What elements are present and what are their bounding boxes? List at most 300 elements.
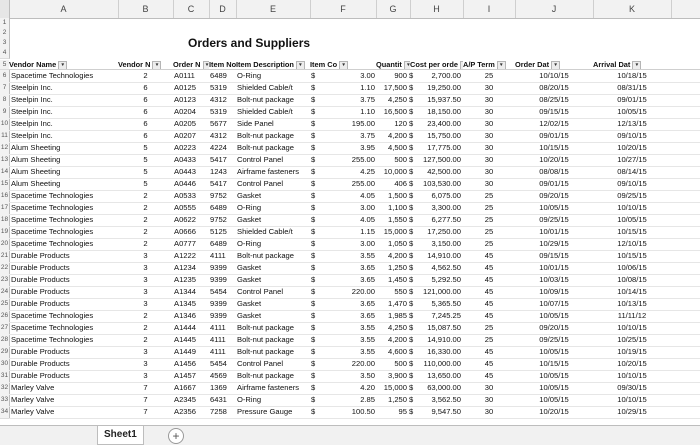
table-cell[interactable]: A0446 — [174, 179, 196, 188]
table-cell[interactable]: 10/05/15 — [539, 311, 569, 320]
table-cell[interactable]: 4312 — [210, 131, 227, 140]
row-header[interactable]: 30 — [0, 358, 10, 371]
table-cell[interactable]: $ — [311, 371, 316, 380]
table-cell[interactable]: A0205 — [174, 119, 196, 128]
table-cell[interactable]: $ — [409, 119, 414, 128]
table-cell[interactable]: 3.55 — [360, 335, 375, 344]
table-cell[interactable]: 5 — [143, 143, 148, 152]
table-cell[interactable]: Alum Sheeting — [11, 143, 61, 152]
table-cell[interactable]: 09/01/15 — [539, 179, 569, 188]
table-cell[interactable]: 7 — [143, 383, 148, 392]
table-cell[interactable]: Marley Valve — [11, 407, 55, 416]
table-cell[interactable]: Shielded Cable/t — [237, 107, 293, 116]
table-cell[interactable]: 10/20/15 — [539, 155, 569, 164]
table-cell[interactable]: Spacetime Technologies — [11, 203, 94, 212]
table-cell[interactable]: 4111 — [210, 347, 226, 356]
table-cell[interactable]: $ — [409, 71, 414, 80]
table-cell[interactable]: 10/20/15 — [539, 407, 569, 416]
table-cell[interactable]: 10/10/15 — [617, 371, 647, 380]
row-header[interactable]: 29 — [0, 346, 10, 359]
table-cell[interactable]: 1.10 — [360, 83, 375, 92]
row-header[interactable]: 2 — [0, 28, 10, 39]
table-cell[interactable]: Spacetime Technologies — [11, 323, 94, 332]
column-header-h[interactable]: H — [410, 0, 464, 18]
table-cell[interactable]: Spacetime Technologies — [11, 191, 94, 200]
table-cell[interactable]: 500 — [394, 155, 407, 164]
table-cell[interactable]: Bolt-nut package — [237, 251, 294, 260]
row-header[interactable]: 10 — [0, 118, 10, 131]
table-cell[interactable]: 10/05/15 — [539, 383, 569, 392]
table-cell[interactable]: A2356 — [174, 407, 196, 416]
table-cell[interactable]: $ — [409, 311, 414, 320]
table-cell[interactable]: 550 — [394, 287, 407, 296]
table-cell[interactable]: $ — [311, 191, 316, 200]
table-cell[interactable]: 30 — [484, 95, 494, 104]
table-cell[interactable]: 6,277.50 — [431, 215, 461, 224]
column-header-i[interactable]: I — [463, 0, 516, 18]
table-cell[interactable]: 10/15/15 — [539, 143, 569, 152]
table-cell[interactable]: 15,000 — [383, 227, 407, 236]
table-cell[interactable]: A0207 — [174, 131, 196, 140]
table-cell[interactable]: 4111 — [210, 323, 226, 332]
table-cell[interactable]: 3 — [143, 299, 148, 308]
filter-dropdown-icon[interactable]: ▾ — [152, 61, 161, 69]
table-cell[interactable]: 30 — [484, 395, 494, 404]
table-cell[interactable]: Alum Sheeting — [11, 179, 61, 188]
table-cell[interactable]: 09/15/15 — [539, 251, 569, 260]
table-cell[interactable]: 5417 — [210, 155, 227, 164]
table-cell[interactable]: 5125 — [210, 227, 227, 236]
table-cell[interactable]: 6 — [143, 119, 148, 128]
row-header[interactable]: 9 — [0, 106, 10, 119]
table-cell[interactable]: 10/01/15 — [539, 263, 569, 272]
table-cell[interactable]: 18,150.00 — [427, 107, 461, 116]
table-cell[interactable]: 3 — [143, 275, 148, 284]
table-cell[interactable]: Control Panel — [237, 155, 284, 164]
table-cell[interactable]: 3 — [143, 347, 148, 356]
table-cell[interactable]: $ — [409, 323, 414, 332]
table-cell[interactable]: 2 — [143, 323, 148, 332]
table-cell[interactable]: $ — [311, 215, 316, 224]
table-cell[interactable]: 10/01/15 — [539, 227, 569, 236]
table-cell[interactable]: 10/10/15 — [617, 395, 647, 404]
table-cell[interactable]: 5454 — [210, 359, 227, 368]
table-cell[interactable]: Airframe fasteners — [237, 167, 300, 176]
table-cell[interactable]: Shielded Cable/t — [237, 227, 293, 236]
table-cell[interactable]: 1369 — [210, 383, 227, 392]
table-cell[interactable]: Pressure Gauge — [237, 407, 293, 416]
table-cell[interactable]: 4.20 — [360, 383, 375, 392]
table-cell[interactable]: 10/14/15 — [617, 287, 647, 296]
table-cell[interactable]: $ — [311, 359, 316, 368]
table-cell[interactable]: Durable Products — [11, 371, 70, 380]
table-cell[interactable]: 10/05/15 — [539, 203, 569, 212]
table-cell[interactable]: $ — [311, 179, 316, 188]
header-cell[interactable] — [515, 60, 593, 69]
header-cell[interactable] — [310, 60, 376, 69]
table-cell[interactable]: A1222 — [174, 251, 196, 260]
table-cell[interactable]: 30 — [484, 179, 494, 188]
table-cell[interactable]: 4.05 — [360, 191, 375, 200]
table-cell[interactable]: 5,365.50 — [431, 299, 461, 308]
table-cell[interactable]: 406 — [394, 179, 407, 188]
table-cell[interactable]: 1,450 — [387, 275, 407, 284]
table-cell[interactable]: 10/13/15 — [617, 299, 647, 308]
table-cell[interactable]: A0777 — [174, 239, 196, 248]
table-cell[interactable]: $ — [311, 71, 316, 80]
filter-dropdown-icon[interactable]: ▾ — [339, 61, 348, 69]
table-cell[interactable]: 10/08/15 — [617, 275, 647, 284]
table-cell[interactable]: 6 — [143, 131, 148, 140]
table-cell[interactable]: 100.50 — [351, 407, 375, 416]
table-cell[interactable]: 3.00 — [360, 71, 375, 80]
column-header-j[interactable]: J — [515, 0, 594, 18]
row-header[interactable]: 6 — [0, 70, 10, 83]
table-cell[interactable]: 4,200 — [387, 335, 407, 344]
table-cell[interactable]: 9399 — [210, 311, 227, 320]
table-cell[interactable]: 10/20/15 — [617, 359, 647, 368]
table-cell[interactable]: 110,000.00 — [423, 359, 461, 368]
table-cell[interactable]: $ — [409, 347, 414, 356]
table-cell[interactable]: Control Panel — [237, 287, 284, 296]
table-cell[interactable]: 9399 — [210, 299, 227, 308]
table-cell[interactable]: 10/05/15 — [617, 215, 647, 224]
table-cell[interactable]: 42,500.00 — [427, 167, 461, 176]
table-cell[interactable]: A0533 — [174, 191, 196, 200]
filter-dropdown-icon[interactable]: ▾ — [203, 61, 209, 69]
table-cell[interactable]: 30 — [484, 383, 494, 392]
table-cell[interactable]: 2 — [143, 239, 148, 248]
table-cell[interactable]: 08/08/15 — [539, 167, 569, 176]
table-cell[interactable]: 5677 — [210, 119, 227, 128]
row-header[interactable]: 31 — [0, 370, 10, 383]
add-sheet-button[interactable]: + — [168, 428, 184, 444]
table-cell[interactable]: 10/15/15 — [539, 359, 569, 368]
table-cell[interactable]: $ — [311, 83, 316, 92]
row-header[interactable]: 18 — [0, 214, 10, 227]
table-cell[interactable]: $ — [409, 167, 414, 176]
table-cell[interactable]: 3 — [143, 359, 148, 368]
table-cell[interactable]: A0622 — [174, 215, 196, 224]
table-cell[interactable]: $ — [409, 299, 414, 308]
table-cell[interactable]: $ — [311, 299, 316, 308]
table-cell[interactable]: 1,985 — [387, 311, 407, 320]
column-header-d[interactable]: D — [209, 0, 237, 18]
table-cell[interactable]: 4111 — [210, 335, 226, 344]
table-cell[interactable]: $ — [311, 155, 316, 164]
table-cell[interactable]: A0666 — [174, 227, 196, 236]
table-cell[interactable]: Alum Sheeting — [11, 167, 61, 176]
table-cell[interactable]: 195.00 — [351, 119, 375, 128]
table-cell[interactable]: 10/10/15 — [617, 203, 647, 212]
filter-dropdown-icon[interactable]: ▾ — [632, 61, 641, 69]
table-cell[interactable]: Airframe fasteners — [237, 383, 300, 392]
table-cell[interactable]: 9752 — [210, 191, 227, 200]
table-cell[interactable]: 25 — [484, 215, 494, 224]
table-cell[interactable]: A1345 — [174, 299, 196, 308]
table-cell[interactable]: 1,470 — [387, 299, 407, 308]
table-cell[interactable]: Bolt-nut package — [237, 143, 294, 152]
column-header-f[interactable]: F — [310, 0, 377, 18]
table-cell[interactable]: 08/31/15 — [617, 83, 647, 92]
table-cell[interactable]: 3,300.00 — [431, 203, 461, 212]
row-header[interactable]: 7 — [0, 82, 10, 95]
row-header[interactable]: 24 — [0, 286, 10, 299]
table-cell[interactable]: Side Panel — [237, 119, 274, 128]
table-cell[interactable]: Gasket — [237, 263, 262, 272]
table-cell[interactable]: 08/25/15 — [539, 95, 569, 104]
row-header[interactable]: 20 — [0, 238, 10, 251]
row-header[interactable]: 13 — [0, 154, 10, 167]
table-cell[interactable]: 25 — [484, 203, 494, 212]
table-cell[interactable]: Durable Products — [11, 251, 70, 260]
table-cell[interactable]: A0123 — [174, 95, 196, 104]
table-cell[interactable]: 4,562.50 — [431, 263, 461, 272]
table-cell[interactable]: 900 — [394, 71, 407, 80]
table-cell[interactable]: 09/15/15 — [539, 107, 569, 116]
table-cell[interactable]: 1243 — [210, 167, 227, 176]
table-cell[interactable]: 4,200 — [387, 251, 407, 260]
table-cell[interactable]: Durable Products — [11, 359, 70, 368]
column-header-b[interactable]: B — [118, 0, 174, 18]
table-cell[interactable]: $ — [409, 203, 414, 212]
table-cell[interactable]: $ — [311, 251, 316, 260]
table-cell[interactable]: Gasket — [237, 311, 262, 320]
table-cell[interactable]: 10/06/15 — [617, 263, 647, 272]
table-cell[interactable]: Bolt-nut package — [237, 323, 294, 332]
table-cell[interactable]: 10/29/15 — [617, 407, 647, 416]
table-cell[interactable]: 25 — [484, 71, 494, 80]
table-cell[interactable]: 08/20/15 — [539, 83, 569, 92]
table-cell[interactable]: 500 — [394, 359, 407, 368]
table-cell[interactable]: 45 — [484, 299, 494, 308]
table-cell[interactable]: Spacetime Technologies — [11, 227, 94, 236]
table-cell[interactable]: $ — [409, 287, 414, 296]
table-cell[interactable]: 3.75 — [360, 131, 375, 140]
table-cell[interactable]: 09/30/15 — [617, 383, 647, 392]
table-cell[interactable]: 220.00 — [351, 359, 375, 368]
table-cell[interactable]: 10/05/15 — [617, 107, 647, 116]
table-cell[interactable]: 30 — [484, 167, 494, 176]
row-header[interactable]: 34 — [0, 406, 10, 419]
row-header[interactable]: 5 — [0, 60, 10, 70]
table-cell[interactable]: 4,200 — [387, 131, 407, 140]
table-cell[interactable]: 6 — [143, 107, 148, 116]
table-cell[interactable]: A0555 — [174, 203, 196, 212]
table-cell[interactable]: 103,530.00 — [422, 179, 461, 188]
table-cell[interactable]: A1445 — [174, 335, 196, 344]
header-cell[interactable] — [118, 60, 173, 69]
table-cell[interactable]: O-Ring — [237, 395, 262, 404]
column-header-e[interactable]: E — [236, 0, 311, 18]
table-cell[interactable]: 4,600 — [387, 347, 407, 356]
row-header[interactable]: 22 — [0, 262, 10, 275]
column-header-a[interactable]: A — [9, 0, 119, 18]
row-header[interactable]: 17 — [0, 202, 10, 215]
sheet-tab-sheet1[interactable]: Sheet1 — [97, 426, 144, 445]
table-cell[interactable]: A1234 — [174, 263, 196, 272]
filter-dropdown-icon[interactable]: ▾ — [296, 61, 305, 69]
row-header[interactable]: 3 — [0, 38, 10, 49]
table-cell[interactable]: 45 — [484, 287, 494, 296]
table-cell[interactable]: Marley Valve — [11, 395, 55, 404]
table-cell[interactable]: Bolt-nut package — [237, 335, 294, 344]
table-cell[interactable]: Gasket — [237, 191, 262, 200]
table-cell[interactable]: 4569 — [210, 371, 227, 380]
table-cell[interactable]: 7,245.25 — [431, 311, 461, 320]
table-cell[interactable]: 15,750.00 — [427, 131, 461, 140]
table-cell[interactable]: A1457 — [174, 371, 196, 380]
table-cell[interactable]: Durable Products — [11, 263, 70, 272]
row-header[interactable]: 14 — [0, 166, 10, 179]
table-cell[interactable]: 10/29/15 — [539, 239, 569, 248]
table-cell[interactable]: $ — [311, 287, 316, 296]
table-cell[interactable]: $ — [409, 383, 414, 392]
table-cell[interactable]: $ — [311, 107, 316, 116]
table-cell[interactable]: $ — [409, 251, 414, 260]
table-cell[interactable]: $ — [409, 107, 414, 116]
header-cell[interactable] — [376, 60, 410, 69]
table-cell[interactable]: 30 — [484, 119, 494, 128]
table-cell[interactable]: $ — [409, 407, 414, 416]
row-header[interactable]: 23 — [0, 274, 10, 287]
table-cell[interactable]: 45 — [484, 311, 494, 320]
table-cell[interactable]: 2 — [143, 71, 148, 80]
row-header[interactable]: 21 — [0, 250, 10, 263]
table-cell[interactable]: 1,250 — [387, 395, 407, 404]
table-cell[interactable]: Bolt-nut package — [237, 347, 294, 356]
table-cell[interactable]: 25 — [484, 239, 494, 248]
table-cell[interactable]: Steelpin Inc. — [11, 83, 53, 92]
table-cell[interactable]: 45 — [484, 371, 494, 380]
table-cell[interactable]: 12/02/15 — [539, 119, 569, 128]
table-cell[interactable]: 2 — [143, 227, 148, 236]
table-cell[interactable]: 9399 — [210, 263, 227, 272]
table-cell[interactable]: A1444 — [174, 323, 196, 332]
table-cell[interactable]: 2 — [143, 335, 148, 344]
table-cell[interactable]: 4,250 — [387, 323, 407, 332]
table-cell[interactable]: $ — [409, 371, 414, 380]
table-cell[interactable]: A0125 — [174, 83, 196, 92]
column-header-g[interactable]: G — [376, 0, 411, 18]
table-cell[interactable]: A0204 — [174, 107, 196, 116]
table-cell[interactable]: $ — [311, 323, 316, 332]
table-cell[interactable]: $ — [409, 179, 414, 188]
row-header[interactable]: 26 — [0, 310, 10, 323]
row-header[interactable]: 1 — [0, 18, 10, 29]
table-cell[interactable]: 10,000 — [383, 167, 407, 176]
table-cell[interactable]: 25 — [484, 335, 494, 344]
table-cell[interactable]: 10/10/15 — [617, 323, 647, 332]
table-cell[interactable]: A1456 — [174, 359, 196, 368]
table-cell[interactable]: 09/10/15 — [617, 179, 647, 188]
table-cell[interactable]: 4111 — [210, 251, 226, 260]
table-cell[interactable]: Steelpin Inc. — [11, 131, 53, 140]
table-cell[interactable]: 1,100 — [387, 203, 407, 212]
table-cell[interactable]: 09/25/15 — [539, 335, 569, 344]
table-cell[interactable]: O-Ring — [237, 203, 262, 212]
table-cell[interactable]: 5319 — [210, 107, 227, 116]
table-cell[interactable]: $ — [409, 215, 414, 224]
table-cell[interactable]: $ — [409, 395, 414, 404]
table-cell[interactable]: O-Ring — [237, 71, 262, 80]
table-cell[interactable]: 17,250.00 — [427, 227, 461, 236]
table-cell[interactable]: $ — [311, 335, 316, 344]
column-header-k[interactable]: K — [593, 0, 672, 18]
table-cell[interactable]: 6,075.00 — [431, 191, 461, 200]
filter-dropdown-icon[interactable]: ▾ — [404, 61, 410, 69]
table-cell[interactable]: 6489 — [210, 71, 227, 80]
table-cell[interactable]: 16,500 — [383, 107, 407, 116]
table-cell[interactable]: 4224 — [210, 143, 227, 152]
table-cell[interactable]: Gasket — [237, 299, 262, 308]
table-cell[interactable]: $ — [311, 395, 316, 404]
table-cell[interactable]: 10/25/15 — [617, 335, 647, 344]
table-cell[interactable]: 25 — [484, 323, 494, 332]
table-cell[interactable]: 3 — [143, 371, 148, 380]
table-cell[interactable]: 120 — [394, 119, 407, 128]
table-cell[interactable]: 45 — [484, 359, 494, 368]
row-header[interactable]: 11 — [0, 130, 10, 143]
table-cell[interactable]: 09/01/15 — [539, 131, 569, 140]
table-cell[interactable]: 30 — [484, 107, 494, 116]
table-cell[interactable]: 16,330.00 — [427, 347, 461, 356]
table-cell[interactable]: 9,547.50 — [431, 407, 461, 416]
table-cell[interactable]: 4,250 — [387, 95, 407, 104]
table-cell[interactable]: 30 — [484, 83, 494, 92]
table-cell[interactable]: A0111 — [174, 71, 195, 80]
table-cell[interactable]: $ — [311, 407, 316, 416]
table-cell[interactable]: 3.55 — [360, 251, 375, 260]
row-header[interactable]: 4 — [0, 48, 10, 59]
table-cell[interactable]: 09/25/15 — [617, 191, 647, 200]
table-cell[interactable]: 5,292.50 — [431, 275, 461, 284]
table-cell[interactable]: 10/10/15 — [539, 71, 569, 80]
table-cell[interactable]: 10/07/15 — [539, 299, 569, 308]
table-cell[interactable]: 15,000 — [383, 383, 407, 392]
table-cell[interactable]: 3,900 — [387, 371, 407, 380]
table-cell[interactable]: $ — [409, 239, 414, 248]
table-cell[interactable]: Durable Products — [11, 347, 70, 356]
table-cell[interactable]: 13,650.00 — [427, 371, 461, 380]
table-row[interactable] — [9, 406, 700, 419]
table-cell[interactable]: Durable Products — [11, 287, 70, 296]
table-cell[interactable]: Spacetime Technologies — [11, 71, 94, 80]
table-cell[interactable]: 15,937.50 — [427, 95, 461, 104]
table-cell[interactable]: 2 — [143, 203, 148, 212]
table-cell[interactable]: 2.85 — [360, 395, 375, 404]
table-cell[interactable]: $ — [409, 335, 414, 344]
table-cell[interactable]: 7 — [143, 407, 148, 416]
filter-dropdown-icon[interactable]: ▾ — [497, 61, 506, 69]
table-cell[interactable]: A2345 — [174, 395, 196, 404]
table-cell[interactable]: 3.75 — [360, 95, 375, 104]
table-cell[interactable]: 1,050 — [387, 239, 407, 248]
table-cell[interactable]: $ — [311, 167, 316, 176]
table-cell[interactable]: $ — [409, 155, 414, 164]
table-cell[interactable]: 6489 — [210, 203, 227, 212]
table-cell[interactable]: 1.15 — [360, 227, 375, 236]
table-cell[interactable]: $ — [311, 143, 316, 152]
table-cell[interactable]: 1,550 — [387, 215, 407, 224]
table-cell[interactable]: 10/09/15 — [539, 287, 569, 296]
table-cell[interactable]: 09/20/15 — [539, 323, 569, 332]
table-cell[interactable]: 23,400.00 — [427, 119, 461, 128]
table-cell[interactable]: 7 — [143, 395, 148, 404]
table-cell[interactable]: 3.00 — [360, 239, 375, 248]
table-cell[interactable]: 127,500.00 — [422, 155, 461, 164]
table-cell[interactable]: Bolt-nut package — [237, 95, 294, 104]
